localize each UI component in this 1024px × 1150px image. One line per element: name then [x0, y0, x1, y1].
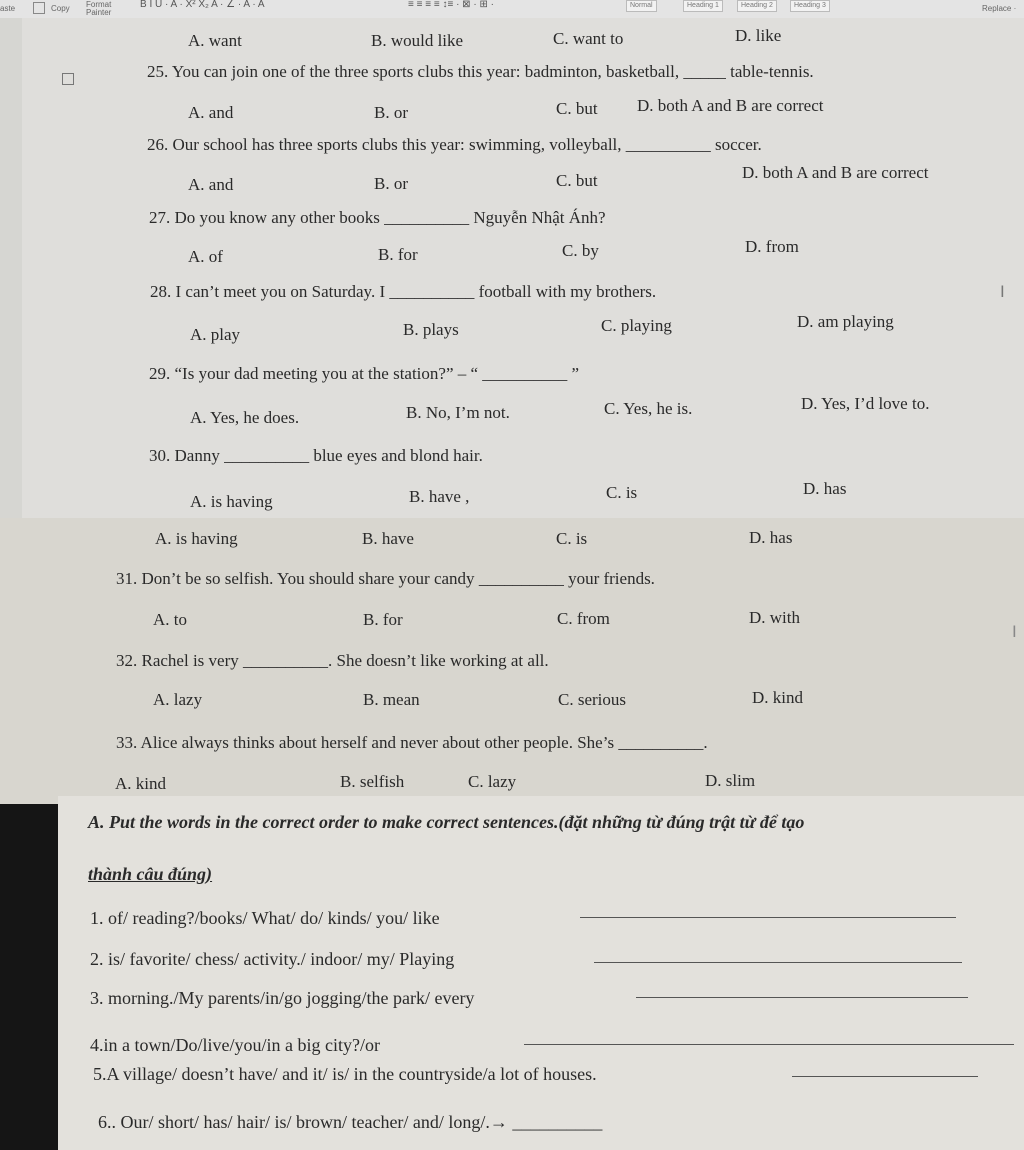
q27-option-d: D. from: [745, 237, 799, 256]
q30-option-b: B. have ,: [409, 487, 470, 506]
paste-options-icon[interactable]: [62, 73, 74, 85]
q28-option-c: C. playing: [601, 316, 672, 335]
q31-option-d: D. with: [749, 608, 800, 627]
style-heading-1[interactable]: Heading 1: [683, 0, 723, 12]
style-normal[interactable]: Normal: [626, 0, 657, 12]
q25-option-d: D. both A and B are correct: [637, 96, 824, 115]
q27-option-a: A. of: [188, 247, 223, 266]
q28-question: 28. I can’t meet you on Saturday. I __________ football with my brothers.: [150, 282, 657, 301]
q31-question: 31. Don’t be so selfish. You should share your candy __________ your friends.: [116, 569, 655, 588]
q26-option-d: D. both A and B are correct: [742, 163, 929, 182]
q30-option-c: C. is: [606, 483, 638, 502]
q31-option-c: C. from: [557, 609, 610, 628]
reorder-item-4: 4.in a town/Do/live/you/in a big city?/or: [90, 1035, 380, 1055]
q28-option-d: D. am playing: [797, 312, 894, 331]
style-heading-3[interactable]: Heading 3: [790, 0, 830, 12]
paste-button[interactable]: aste: [0, 4, 16, 13]
q24-option-c: C. want to: [553, 29, 624, 48]
q29-question: 29. “Is your dad meeting you at the station?” – “ __________ ”: [149, 364, 580, 383]
q25-option-c: C. but: [556, 99, 598, 118]
reorder-item-6: 6.. Our/ short/ has/ hair/ is/ brown/ teacher/ and/ long/.→ __________: [98, 1112, 603, 1132]
q31-option-b: B. for: [363, 610, 403, 629]
q27-question: 27. Do you know any other books __________ Nguyễn Nhật Ánh?: [149, 208, 606, 227]
reorder-item-1: 1. of/ reading?/books/ What/ do/ kinds/ you/ like: [90, 908, 440, 928]
style-heading-2[interactable]: Heading 2: [737, 0, 777, 12]
q33-question: 33. Alice always thinks about herself and never about other people. She’s __________.: [116, 733, 708, 752]
q30-repeat-option-d: D. has: [749, 528, 793, 547]
font-format-tools[interactable]: B I U · A · X² X₂ A · ∠ · A · A: [140, 0, 265, 10]
section-a-heading: A. Put the words in the correct order to make correct sentences.(đặt những từ đúng trật từ để tạo: [88, 812, 805, 832]
q31-option-a: A. to: [153, 610, 187, 629]
q28-option-b: B. plays: [403, 320, 459, 339]
q26-option-b: B. or: [374, 174, 408, 193]
q29-option-b: B. No, I’m not.: [406, 403, 510, 422]
q25-option-b: B. or: [374, 103, 408, 122]
q32-option-a: A. lazy: [153, 690, 203, 709]
q28-option-a: A. play: [190, 325, 241, 344]
q29-option-a: A. Yes, he does.: [190, 408, 300, 427]
q29-option-c: C. Yes, he is.: [604, 399, 693, 418]
replace-button[interactable]: Replace ·: [982, 4, 1017, 13]
q25-option-a: A. and: [188, 103, 234, 122]
word-ribbon: [0, 0, 1024, 19]
text-cursor-icon: I: [1000, 282, 1005, 301]
q33-option-d: D. slim: [705, 771, 756, 790]
q33-option-c: C. lazy: [468, 772, 517, 791]
q26-option-c: C. but: [556, 171, 598, 190]
q33-option-b: B. selfish: [340, 772, 405, 791]
q30-option-d: D. has: [803, 479, 847, 498]
copy-icon: [33, 2, 45, 14]
answer-line-1[interactable]: [580, 917, 956, 918]
q33-option-a: A. kind: [115, 774, 166, 793]
q30-option-a: A. is having: [190, 492, 273, 511]
q30-repeat-option-c: C. is: [556, 529, 588, 548]
q27-option-b: B. for: [378, 245, 418, 264]
answer-line-5[interactable]: [792, 1076, 978, 1077]
answer-line-2[interactable]: [594, 962, 962, 963]
format-painter-label-2[interactable]: Painter: [86, 8, 112, 17]
answer-line-3[interactable]: [636, 997, 968, 998]
q32-question: 32. Rachel is very __________. She doesn’t like working at all.: [116, 651, 549, 670]
q24-option-a: A. want: [188, 31, 242, 50]
q27-option-c: C. by: [562, 241, 599, 260]
reorder-item-2: 2. is/ favorite/ chess/ activity./ indoor/ my/ Playing: [90, 949, 455, 969]
q30-question: 30. Danny __________ blue eyes and blond hair.: [149, 446, 483, 465]
format-painter-label-1[interactable]: Format: [86, 0, 112, 9]
q25-question: 25. You can join one of the three sports clubs this year: badminton, basketball, _____ table-tennis.: [147, 62, 814, 81]
text-cursor-icon-2: I: [1012, 622, 1017, 641]
q30-repeat-option-b: B. have: [362, 529, 414, 548]
section-a-heading-line2: thành câu đúng): [88, 864, 213, 884]
answer-line-4[interactable]: [524, 1044, 1014, 1045]
q32-option-d: D. kind: [752, 688, 803, 707]
q26-option-a: A. and: [188, 175, 234, 194]
reorder-item-3: 3. morning./My parents/in/go jogging/the park/ every: [90, 988, 475, 1008]
q30-repeat-option-a: A. is having: [155, 529, 238, 548]
reorder-item-5: 5.A village/ doesn’t have/ and it/ is/ in the countryside/a lot of houses.: [93, 1064, 597, 1084]
copy-button[interactable]: Copy: [51, 4, 70, 13]
q26-question: 26. Our school has three sports clubs this year: swimming, volleyball, __________ soccer.: [147, 135, 762, 154]
q32-option-c: C. serious: [558, 690, 626, 709]
q24-option-d: D. like: [735, 26, 782, 45]
q32-option-b: B. mean: [363, 690, 420, 709]
q24-option-b: B. would like: [371, 31, 464, 50]
q29-option-d: D. Yes, I’d love to.: [801, 394, 930, 413]
document-page-3: [58, 796, 1024, 1150]
left-dark-margin: [0, 804, 58, 1150]
page-1-sheet: [22, 18, 1024, 518]
paragraph-tools[interactable]: ≡ ≡ ≡ ≡ ↕≡ · ⊠ · ⊞ ·: [408, 0, 494, 10]
